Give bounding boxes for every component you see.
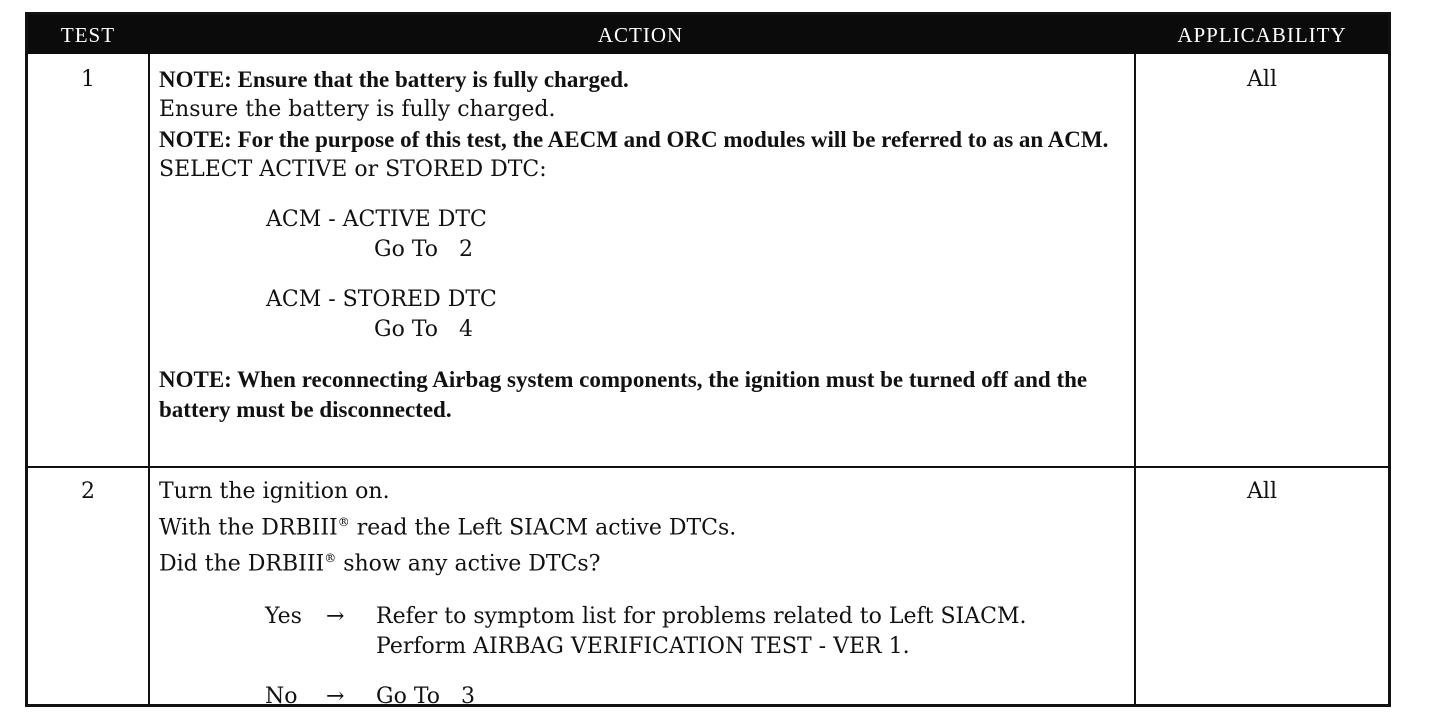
row1-option-stored-goto: Go To 4 [374, 317, 473, 342]
column-divider [148, 54, 150, 704]
registered-mark: ® [324, 551, 337, 566]
column-divider [1134, 54, 1136, 704]
row1-note3: NOTE: When reconnecting Airbag system components, the ignition must be turned off and the battery must be disconnected. [159, 367, 1088, 422]
header-test: TEST [60, 23, 116, 47]
row2-applicability: All [1247, 479, 1277, 504]
row1-option-active-goto: Go To 2 [374, 237, 473, 262]
row1-option-active: ACM - ACTIVE DTC [266, 207, 487, 232]
diagnostic-table [25, 12, 1391, 707]
row2-action [159, 477, 1134, 712]
row1-line2: SELECT ACTIVE or STORED DTC: [159, 157, 547, 182]
no-label: No [265, 683, 298, 709]
row1-line1: Ensure the battery is fully charged. [159, 97, 556, 122]
yes-text-2: Perform AIRBAG VERIFICATION TEST - VER 1. [376, 633, 910, 659]
arrow-right-icon: → [326, 603, 345, 629]
row1-test-number: 1 [81, 67, 95, 92]
row2-line3: Did the DRBIII® show any active DTCs? [159, 551, 601, 577]
registered-mark: ® [337, 515, 350, 529]
row1-option-stored: ACM - STORED DTC [266, 287, 497, 312]
row2-line1: Turn the ignition on. [159, 479, 390, 504]
header-action: ACTION [597, 23, 684, 47]
row-divider [28, 466, 1388, 468]
row2-line2: With the DRBIII® read the Left SIACM active DTCs. [159, 515, 737, 541]
row1-applicability: All [1247, 67, 1277, 92]
row1-note2: NOTE: For the purpose of this test, the AECM and ORC modules will be referred to as an ACM. [159, 127, 1109, 152]
row1-note1: NOTE: Ensure that the battery is fully charged. [159, 67, 629, 92]
row1-action [159, 65, 1134, 425]
row2-test-number: 2 [81, 479, 95, 504]
row2-yes-branch [159, 602, 1134, 662]
arrow-right-icon: → [326, 683, 345, 709]
yes-label: Yes [265, 603, 302, 629]
header-applicability: APPLICABILITY [1177, 23, 1347, 47]
no-text: Go To 3 [376, 683, 475, 709]
yes-text-1: Refer to symptom list for problems related to Left SIACM. [376, 603, 1027, 629]
row2-no-branch [159, 682, 1134, 712]
table-header [28, 15, 1388, 54]
